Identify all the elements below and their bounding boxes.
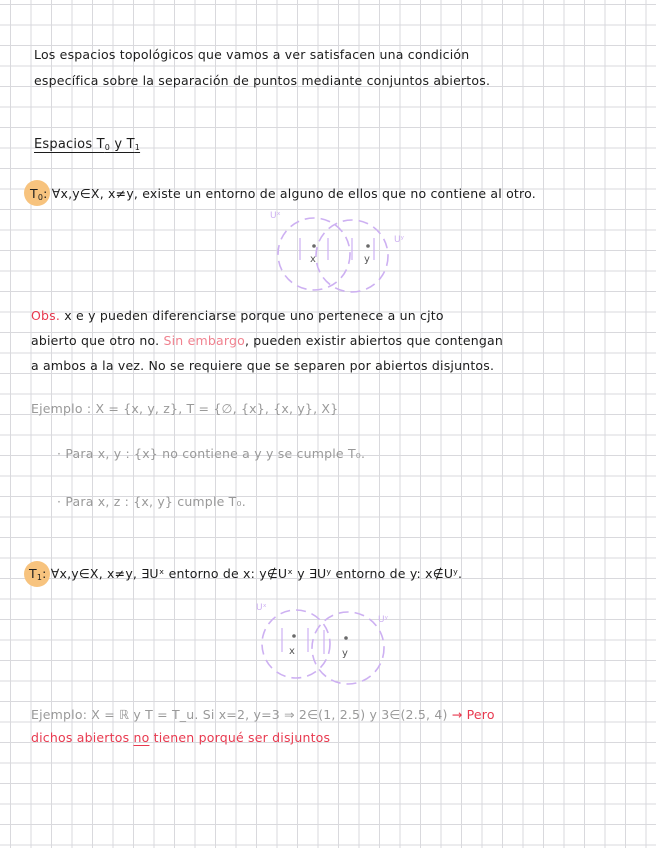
t1-neighborhood-x — [262, 610, 330, 678]
t0-label-x: x — [310, 254, 316, 265]
obs-label: Obs. — [31, 308, 61, 323]
t1-label-y: y — [342, 648, 348, 659]
ejemplo-0-item-2: · Para x, z : {x, y} cumple T₀. — [57, 494, 246, 509]
obs-line-2a: abierto que otro no. — [31, 333, 164, 348]
intro-line-1: Los espacios topológicos que vamos a ver satisfacen una condición — [34, 47, 470, 62]
t0-label-sub: 0 — [37, 193, 44, 202]
t1-label-uy: Uʸ — [378, 615, 388, 625]
t0-label-y: y — [364, 254, 370, 265]
ejemplo-0-item-1: · Para x, y : {x} no contiene a y y se cumple T₀. — [57, 446, 366, 461]
ejemplo-1-line-2b: tienen porqué ser disjuntos — [149, 730, 331, 745]
t0-label: T — [30, 186, 38, 201]
ejemplo-1-no: no — [133, 730, 150, 745]
t1-definition — [29, 566, 462, 582]
ejemplo-1-line-2a: dichos abiertos — [31, 730, 134, 745]
ejemplo-0: Ejemplo : X = {x, y, z}, T = {∅, {x}, {x, y}, X} — [31, 401, 339, 416]
obs-line-1-text: x e y pueden diferenciarse porque uno pertenece a un cjto — [60, 308, 444, 323]
ejemplo-1-line-2 — [31, 730, 330, 745]
intro-line-2: específica sobre la separación de puntos mediante conjuntos abiertos. — [34, 73, 491, 88]
t0-label-ux: Uˣ — [270, 211, 281, 221]
obs-line-1 — [31, 303, 503, 328]
obs-highlight: Sin embargo — [163, 333, 245, 348]
t1-point-y — [344, 636, 348, 640]
t1-point-x — [292, 634, 296, 638]
t1-neighborhood-y — [312, 612, 384, 684]
heading-sub-0: 0 — [104, 143, 111, 152]
t1-label-sub: 1 — [36, 573, 43, 582]
heading-sub-1: 1 — [134, 143, 141, 152]
t0-definition — [30, 186, 536, 202]
intro-paragraph — [34, 42, 490, 94]
ejemplo-1-arrow: → Pero — [447, 707, 495, 722]
t1-diagram — [252, 600, 402, 690]
t1-label-ux: Uˣ — [256, 603, 267, 613]
heading-text: Espacios T — [34, 137, 105, 152]
t0-label-uy: Uʸ — [394, 235, 404, 245]
obs-line-3: a ambos a la vez. No se requiere que se separen por abiertos disjuntos. — [31, 358, 495, 373]
t1-label: T — [29, 566, 37, 581]
obs-paragraph — [31, 303, 503, 378]
t1-label-x: x — [289, 646, 295, 657]
ejemplo-1-text: Ejemplo: X = ℝ y T = T_u. Si x=2, y=3 ⇒ 2∈(1, 2.5) y 3∈(2.5, 4) — [31, 707, 448, 722]
obs-line-2b: , pueden existir abiertos que contengan — [244, 333, 504, 348]
ejemplo-1 — [31, 707, 495, 722]
t0-diagram — [262, 208, 422, 298]
heading-conj: y T — [110, 137, 135, 152]
t0-definition-text: : ∀x,y∈X, x≠y, existe un entorno de alguno de ellos que no contiene al otro. — [43, 186, 536, 201]
t1-definition-text: : ∀x,y∈X, x≠y, ∃Uˣ entorno de x: y∉Uˣ y ∃Uʸ entorno de y: x∉Uʸ. — [42, 566, 463, 581]
t0-point-x — [312, 244, 316, 248]
t0-point-y — [366, 244, 370, 248]
obs-line-2 — [31, 328, 503, 353]
section-heading — [34, 137, 140, 152]
